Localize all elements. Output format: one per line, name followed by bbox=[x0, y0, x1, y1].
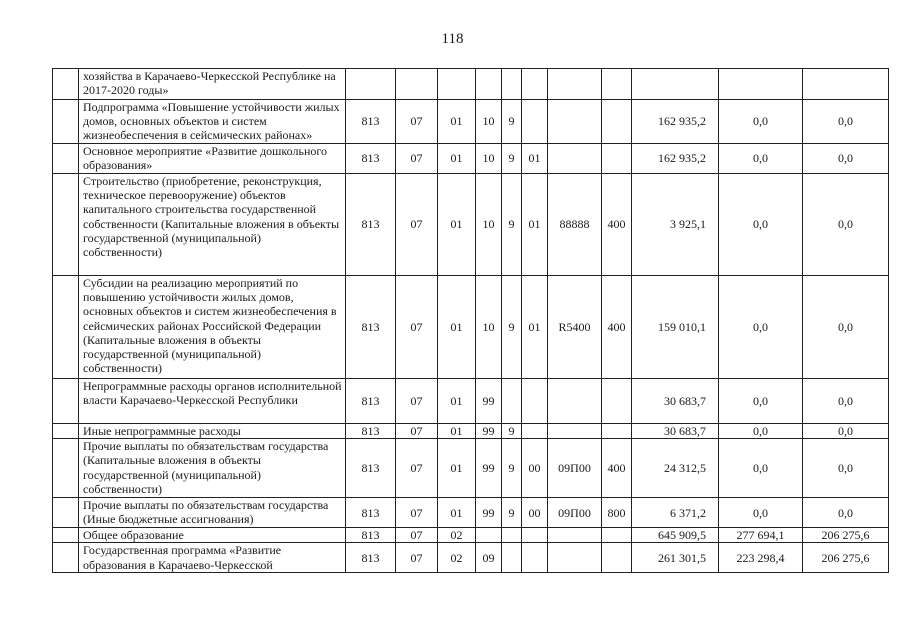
code-direction: 88888 bbox=[548, 174, 602, 276]
amount-year-3: 206 275,6 bbox=[803, 528, 889, 543]
index-cell bbox=[53, 100, 79, 144]
code-subsection: 01 bbox=[438, 144, 476, 174]
code-section: 07 bbox=[396, 543, 438, 573]
code-direction: 09П00 bbox=[548, 498, 602, 528]
code-event bbox=[522, 100, 548, 144]
index-cell bbox=[53, 543, 79, 573]
code-subprogram: 9 bbox=[502, 498, 522, 528]
code-section: 07 bbox=[396, 174, 438, 276]
code-subsection: 02 bbox=[438, 543, 476, 573]
code-subprogram: 9 bbox=[502, 424, 522, 439]
index-cell bbox=[53, 498, 79, 528]
code-event: 01 bbox=[522, 174, 548, 276]
code-program bbox=[476, 528, 502, 543]
code-expense-type: 800 bbox=[602, 498, 632, 528]
code-direction bbox=[548, 543, 602, 573]
code-subprogram: 9 bbox=[502, 276, 522, 379]
amount-year-1 bbox=[632, 69, 719, 100]
index-cell bbox=[53, 69, 79, 100]
code-subprogram bbox=[502, 69, 522, 100]
code-ministry: 813 bbox=[346, 543, 396, 573]
amount-year-2: 0,0 bbox=[719, 424, 803, 439]
row-name: Непрограммные расходы органов исполнительной власти Карачаево-Черкесской Республики bbox=[79, 379, 346, 424]
code-section: 07 bbox=[396, 379, 438, 424]
code-ministry: 813 bbox=[346, 276, 396, 379]
index-cell bbox=[53, 439, 79, 498]
code-event bbox=[522, 69, 548, 100]
amount-year-2: 0,0 bbox=[719, 276, 803, 379]
code-event bbox=[522, 424, 548, 439]
index-cell bbox=[53, 174, 79, 276]
code-subprogram bbox=[502, 379, 522, 424]
code-ministry bbox=[346, 69, 396, 100]
code-event bbox=[522, 543, 548, 573]
amount-year-1: 162 935,2 bbox=[632, 100, 719, 144]
code-subprogram bbox=[502, 528, 522, 543]
code-subprogram: 9 bbox=[502, 100, 522, 144]
row-name: Прочие выплаты по обязательствам государства (Иные бюджетные ассигнования) bbox=[79, 498, 346, 528]
code-direction bbox=[548, 144, 602, 174]
amount-year-2: 0,0 bbox=[719, 100, 803, 144]
code-program bbox=[476, 69, 502, 100]
row-name: Иные непрограммные расходы bbox=[79, 424, 346, 439]
code-program: 99 bbox=[476, 379, 502, 424]
code-subsection: 01 bbox=[438, 174, 476, 276]
code-expense-type: 400 bbox=[602, 439, 632, 498]
code-direction bbox=[548, 528, 602, 543]
code-ministry: 813 bbox=[346, 424, 396, 439]
amount-year-3: 206 275,6 bbox=[803, 543, 889, 573]
row-name: Основное мероприятие «Развитие дошкольного образования» bbox=[79, 144, 346, 174]
amount-year-3: 0,0 bbox=[803, 276, 889, 379]
amount-year-2: 0,0 bbox=[719, 439, 803, 498]
index-cell bbox=[53, 528, 79, 543]
code-event: 00 bbox=[522, 498, 548, 528]
table-row bbox=[53, 100, 889, 144]
code-ministry: 813 bbox=[346, 528, 396, 543]
index-cell bbox=[53, 379, 79, 424]
amount-year-3: 0,0 bbox=[803, 174, 889, 276]
amount-year-2: 0,0 bbox=[719, 379, 803, 424]
code-ministry: 813 bbox=[346, 379, 396, 424]
code-expense-type bbox=[602, 543, 632, 573]
code-subsection: 02 bbox=[438, 528, 476, 543]
code-subsection: 01 bbox=[438, 379, 476, 424]
amount-year-1: 159 010,1 bbox=[632, 276, 719, 379]
code-program: 99 bbox=[476, 439, 502, 498]
table-row bbox=[53, 276, 889, 379]
code-subsection: 01 bbox=[438, 276, 476, 379]
amount-year-3 bbox=[803, 69, 889, 100]
code-program: 10 bbox=[476, 100, 502, 144]
amount-year-2 bbox=[719, 69, 803, 100]
code-section: 07 bbox=[396, 144, 438, 174]
code-direction bbox=[548, 100, 602, 144]
code-expense-type bbox=[602, 424, 632, 439]
code-event bbox=[522, 379, 548, 424]
code-section: 07 bbox=[396, 276, 438, 379]
amount-year-1: 30 683,7 bbox=[632, 379, 719, 424]
code-program: 99 bbox=[476, 424, 502, 439]
code-expense-type bbox=[602, 100, 632, 144]
code-program: 09 bbox=[476, 543, 502, 573]
row-name: Общее образование bbox=[79, 528, 346, 543]
code-program: 10 bbox=[476, 144, 502, 174]
index-cell bbox=[53, 424, 79, 439]
table-row bbox=[53, 424, 889, 439]
amount-year-3: 0,0 bbox=[803, 144, 889, 174]
code-section: 07 bbox=[396, 498, 438, 528]
index-cell bbox=[53, 276, 79, 379]
index-cell bbox=[53, 144, 79, 174]
code-subsection: 01 bbox=[438, 424, 476, 439]
budget-table bbox=[52, 68, 889, 573]
code-ministry: 813 bbox=[346, 498, 396, 528]
amount-year-1: 261 301,5 bbox=[632, 543, 719, 573]
row-name: Прочие выплаты по обязательствам государства (Капитальные вложения в объекты государственной (муниципальной) собственности) bbox=[79, 439, 346, 498]
table-row bbox=[53, 144, 889, 174]
amount-year-3: 0,0 bbox=[803, 498, 889, 528]
code-ministry: 813 bbox=[346, 439, 396, 498]
table-row bbox=[53, 379, 889, 424]
code-direction bbox=[548, 424, 602, 439]
code-subsection: 01 bbox=[438, 498, 476, 528]
amount-year-2: 0,0 bbox=[719, 498, 803, 528]
amount-year-1: 30 683,7 bbox=[632, 424, 719, 439]
code-expense-type: 400 bbox=[602, 276, 632, 379]
code-program: 99 bbox=[476, 498, 502, 528]
amount-year-1: 3 925,1 bbox=[632, 174, 719, 276]
row-name: хозяйства в Карачаево-Черкесской Республике на 2017-2020 годы» bbox=[79, 69, 346, 100]
code-section: 07 bbox=[396, 424, 438, 439]
amount-year-2: 0,0 bbox=[719, 144, 803, 174]
amount-year-3: 0,0 bbox=[803, 424, 889, 439]
table-row bbox=[53, 498, 889, 528]
amount-year-1: 6 371,2 bbox=[632, 498, 719, 528]
code-section bbox=[396, 69, 438, 100]
row-name: Субсидии на реализацию мероприятий по повышению устойчивости жилых домов, основных объектов и систем жизнеобеспечения в сейсмических районах Российской Федерации (Капитальные вложения в объекты государственной (муниципальной) собственности) bbox=[79, 276, 346, 379]
amount-year-3: 0,0 bbox=[803, 100, 889, 144]
code-section: 07 bbox=[396, 100, 438, 144]
code-subsection: 01 bbox=[438, 439, 476, 498]
code-event bbox=[522, 528, 548, 543]
amount-year-1: 24 312,5 bbox=[632, 439, 719, 498]
code-ministry: 813 bbox=[346, 100, 396, 144]
amount-year-3: 0,0 bbox=[803, 439, 889, 498]
code-subprogram: 9 bbox=[502, 174, 522, 276]
code-expense-type bbox=[602, 69, 632, 100]
code-expense-type bbox=[602, 144, 632, 174]
row-name: Государственная программа «Развитие образования в Карачаево-Черкесской bbox=[79, 543, 346, 573]
code-expense-type bbox=[602, 379, 632, 424]
row-name: Строительство (приобретение, реконструкция, техническое перевооружение) объектов капитального строительства государственной собственности (Капитальные вложения в объекты государственной (муниципальной) собственности) bbox=[79, 174, 346, 276]
table-row bbox=[53, 528, 889, 543]
table-row bbox=[53, 69, 889, 100]
row-name: Подпрограмма «Повышение устойчивости жилых домов, основных объектов и систем жизнеобеспечения в сейсмических районах» bbox=[79, 100, 346, 144]
code-subprogram: 9 bbox=[502, 439, 522, 498]
code-ministry: 813 bbox=[346, 174, 396, 276]
amount-year-1: 645 909,5 bbox=[632, 528, 719, 543]
table-row bbox=[53, 439, 889, 498]
code-subsection: 01 bbox=[438, 100, 476, 144]
code-section: 07 bbox=[396, 439, 438, 498]
code-event: 01 bbox=[522, 276, 548, 379]
code-direction: R5400 bbox=[548, 276, 602, 379]
code-subsection bbox=[438, 69, 476, 100]
code-program: 10 bbox=[476, 276, 502, 379]
code-ministry: 813 bbox=[346, 144, 396, 174]
amount-year-2: 223 298,4 bbox=[719, 543, 803, 573]
code-subprogram: 9 bbox=[502, 144, 522, 174]
code-section: 07 bbox=[396, 528, 438, 543]
code-program: 10 bbox=[476, 174, 502, 276]
code-expense-type bbox=[602, 528, 632, 543]
code-expense-type: 400 bbox=[602, 174, 632, 276]
code-direction bbox=[548, 69, 602, 100]
amount-year-2: 0,0 bbox=[719, 174, 803, 276]
code-subprogram bbox=[502, 543, 522, 573]
page-number: 118 bbox=[441, 31, 464, 47]
code-event: 01 bbox=[522, 144, 548, 174]
table-row bbox=[53, 543, 889, 573]
amount-year-3: 0,0 bbox=[803, 379, 889, 424]
table-row bbox=[53, 174, 889, 276]
code-event: 00 bbox=[522, 439, 548, 498]
code-direction: 09П00 bbox=[548, 439, 602, 498]
code-direction bbox=[548, 379, 602, 424]
amount-year-1: 162 935,2 bbox=[632, 144, 719, 174]
amount-year-2: 277 694,1 bbox=[719, 528, 803, 543]
